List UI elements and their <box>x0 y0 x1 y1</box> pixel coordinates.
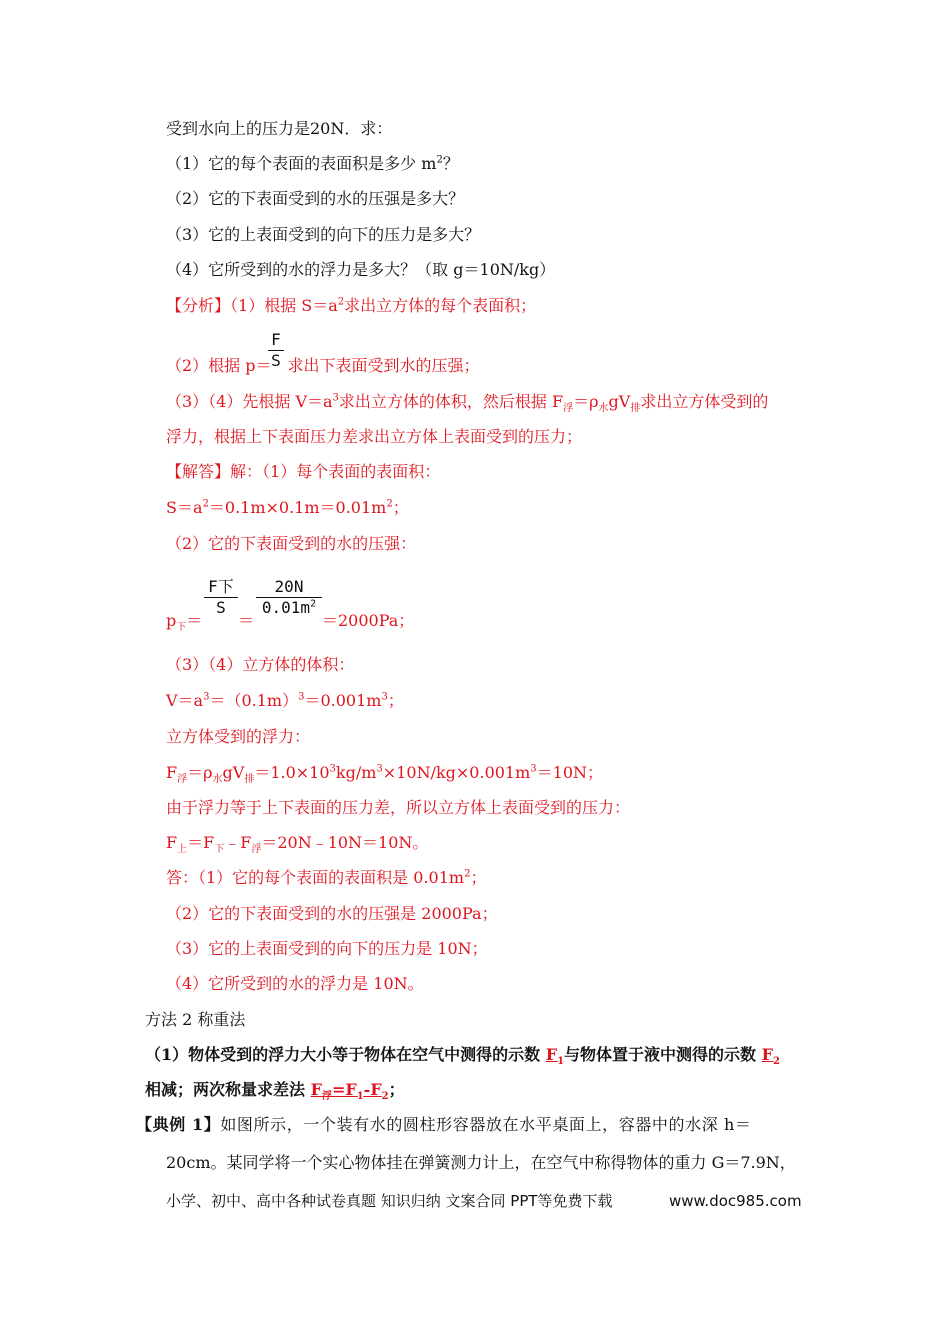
pressure-result: ＝2000Pa； <box>322 611 415 630</box>
answer-2: （2）它的下表面受到的水的压强是 2000Pa； <box>166 904 498 923</box>
analysis-line-3: （3）（4）先根据 $V=a^3$求出立方体的体积，然后根据 $F_浮=\rho_水gV_排$求出立方体受到的 <box>166 392 769 415</box>
solution-line-4: （3）（4）立方体的体积： <box>166 655 355 674</box>
f2-symbol: $F_2$ <box>761 1045 780 1068</box>
question-4: （4）它所受到的水的浮力是多大？（取 g＝10N/kg） <box>166 260 556 279</box>
f1-symbol: $F_1$ <box>545 1045 565 1068</box>
problem-intro: 受到水向上的压力是20N．求： <box>166 119 393 138</box>
solution-line-7: $F_浮=\rho_水gV_排=1.0\times 10^3kg/m^3\times 10N/kg\times 0.001m^3=10N$； <box>166 763 604 786</box>
pressure-eq2: ＝ <box>238 611 255 630</box>
answer-3: （3）它的上表面受到的向下的压力是 10N； <box>166 939 488 958</box>
method-2-title: 方法 2 称重法 <box>145 1010 246 1029</box>
method-2-para-2: 相减；两次称量求差法 $F_浮=F_1-F_2$； <box>145 1080 405 1103</box>
answer-4: （4）它所受到的水的浮力是 10N。 <box>166 974 424 993</box>
solution-line-5: $V=a^3=(0.1m)^3=0.001m^3$； <box>166 691 404 710</box>
question-3: （3）它的上表面受到的向下的压力是多大？ <box>166 225 481 244</box>
example-line-2: 20cm。某同学将一个实心物体挂在弹簧测力计上，在空气中称得物体的重力 G＝7.9N， <box>166 1153 796 1172</box>
solution-line-8: 由于浮力等于上下表面的压力差，所以立方体上表面受到的压力： <box>166 798 631 817</box>
footer-url[interactable]: www.doc985.com <box>669 1192 802 1210</box>
solution-label: 【解答】 <box>166 462 231 481</box>
answer-1: 答：（1）它的每个表面的表面积是 $0.01m^2$； <box>166 868 487 887</box>
solution-line-2: $S=a^2=0.1m\times 0.1m=0.01m^2$； <box>166 498 409 517</box>
fraction-20n-over-area: 20N $0.01m^2$ <box>256 577 322 618</box>
analysis-line-1: 【分析】（1）根据 $S=a^2$求出立方体的每个表面积； <box>166 296 537 315</box>
footer-text: 小学、初中、高中各种试卷真题 知识归纳 文案合同 PPT等免费下载 <box>166 1192 613 1210</box>
solution-line-6: 立方体受到的浮力： <box>166 727 311 746</box>
analysis-label: 【分析】 <box>166 296 231 315</box>
solution-line-3: （2）它的下表面受到的水的压强： <box>166 534 417 553</box>
example-line-1: 【典例 1】如图所示，一个装有水的圆柱形容器放在水平桌面上，容器中的水深 h＝ <box>136 1115 752 1134</box>
buoyancy-formula: $F_浮=F_1-F_2$ <box>310 1080 389 1103</box>
solution-line-1: 【解答】解：（1）每个表面的表面积： <box>166 462 441 481</box>
example-label: 【典例 1】 <box>136 1115 221 1134</box>
fraction-f-over-s: F S <box>268 330 284 371</box>
pressure-lhs: $p_下=$ <box>166 611 203 634</box>
question-1: （1）它的每个表面的表面积是多少 $m^2$？ <box>166 154 459 173</box>
solution-line-9: $F_上=F_下﹣F_浮=20N﹣10N=10N$。 <box>166 833 429 856</box>
analysis-line-2: （2）根据 p＝ 求出下表面受到水的压强； <box>166 356 480 375</box>
question-2: （2）它的下表面受到的水的压强是多大？ <box>166 189 465 208</box>
analysis-line-4: 浮力，根据上下表面压力差求出立方体上表面受到的压力； <box>166 427 583 446</box>
fraction-f-down-over-s: F下 S <box>204 577 238 618</box>
method-2-para-1: （1）物体受到的浮力大小等于物体在空气中测得的示数 $F_1$与物体置于液中测得的示数 $F_2$ <box>145 1045 780 1068</box>
